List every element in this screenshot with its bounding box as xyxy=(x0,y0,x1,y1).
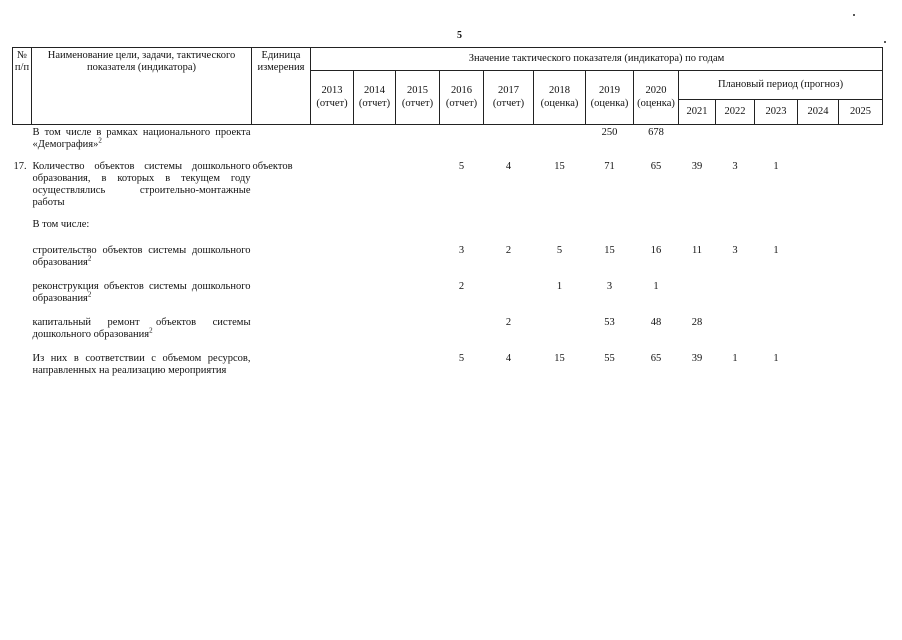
cell-2020: 678 xyxy=(648,127,664,138)
header-year-2016: 2016 (отчет) xyxy=(440,71,484,125)
cell-2018: 5 xyxy=(556,245,563,256)
cell-2023: 1 xyxy=(773,353,779,364)
cell-2017: 4 xyxy=(505,161,512,172)
table-row-construction xyxy=(13,245,883,281)
header-planned-2022: 2022 xyxy=(716,100,755,125)
cell-2022: 3 xyxy=(732,161,738,172)
cell-2021: 39 xyxy=(691,161,703,172)
header-year-2017: 2017 (отчет) xyxy=(484,71,534,125)
cell-2019: 53 xyxy=(604,317,615,328)
table-row-reconstruction xyxy=(13,281,883,317)
cell-2017: 2 xyxy=(505,317,512,328)
cell-2019: 71 xyxy=(604,161,615,172)
header-year-2020: 2020 (оценка) xyxy=(634,71,679,125)
header-planned-2023: 2023 xyxy=(755,100,798,125)
table-row-17 xyxy=(13,161,883,219)
cell-2018: 1 xyxy=(556,281,563,292)
cell-2017: 2 xyxy=(505,245,512,256)
row-name: В том числе в рамках национального проекта «Демография»$^2$ xyxy=(32,127,251,151)
header-planned-2021: 2021 xyxy=(679,100,716,125)
cell-2016: 5 xyxy=(458,353,465,364)
header-year-2015: 2015 (отчет) xyxy=(396,71,440,125)
scan-speck xyxy=(853,14,855,16)
cell-2019: 3 xyxy=(606,281,613,292)
cell-2016: 3 xyxy=(458,245,465,256)
page-number: 5 xyxy=(457,30,462,41)
row-name: реконструкция объектов системы дошкольного образования$^2$ xyxy=(32,281,251,305)
header-values-title: Значение тактического показателя (индикатора) по годам xyxy=(311,48,883,71)
scan-speck xyxy=(884,41,886,43)
header-planned-title: Плановый период (прогноз) xyxy=(679,71,883,100)
cell-2018: 15 xyxy=(554,161,565,172)
header-name: Наименование цели, задачи, тактического показателя (индикатора) xyxy=(32,48,252,125)
indicators-table xyxy=(12,47,883,383)
cell-2019: 250 xyxy=(601,127,618,138)
table-row-demography xyxy=(13,125,883,162)
cell-2023: 1 xyxy=(773,161,779,172)
cell-2019: 15 xyxy=(604,245,615,256)
row-unit: объектов xyxy=(252,161,293,172)
header-planned-2024: 2024 xyxy=(798,100,839,125)
header-year-2019: 2019 (оценка) xyxy=(586,71,634,125)
table-row-capital-repair xyxy=(13,317,883,353)
row-index: 17. xyxy=(13,161,27,172)
cell-2020: 65 xyxy=(650,353,662,364)
header-planned-2025: 2025 xyxy=(839,100,883,125)
cell-2016: 2 xyxy=(458,281,465,292)
cell-2023: 1 xyxy=(773,245,779,256)
cell-2019: 55 xyxy=(604,353,615,364)
cell-2017: 4 xyxy=(505,353,512,364)
cell-2022: 1 xyxy=(732,353,738,364)
header-unit: Единица измерения xyxy=(252,48,311,125)
cell-2021: 28 xyxy=(691,317,703,328)
cell-2020: 65 xyxy=(650,161,662,172)
row-name: капитальный ремонт объектов системы дошкольного образования$^2$ xyxy=(32,317,251,341)
table-row-including xyxy=(13,219,883,245)
header-num: № п/п xyxy=(13,48,32,125)
cell-2021: 39 xyxy=(691,353,703,364)
row-name: В том числе: xyxy=(32,219,90,230)
header-year-2014: 2014 (отчет) xyxy=(354,71,396,125)
cell-2021: 11 xyxy=(691,245,703,256)
row-name: Из них в соответствии с объемом ресурсов, направленных на реализацию мероприятия xyxy=(32,353,251,377)
cell-2020: 48 xyxy=(650,317,662,328)
header-year-2013: 2013 (отчет) xyxy=(311,71,354,125)
table-row-resources xyxy=(13,353,883,383)
cell-2018: 15 xyxy=(554,353,565,364)
cell-2016: 5 xyxy=(458,161,465,172)
cell-2020: 1 xyxy=(653,281,659,292)
row-name: строительство объектов системы дошкольного образования$^2$ xyxy=(32,245,251,269)
cell-2020: 16 xyxy=(650,245,662,256)
header-year-2018: 2018 (оценка) xyxy=(534,71,586,125)
row-name: Количество объектов системы дошкольного образования, в которых в текущем году осуществлялись строительно-монтажные работы xyxy=(32,161,251,209)
cell-2022: 3 xyxy=(732,245,738,256)
